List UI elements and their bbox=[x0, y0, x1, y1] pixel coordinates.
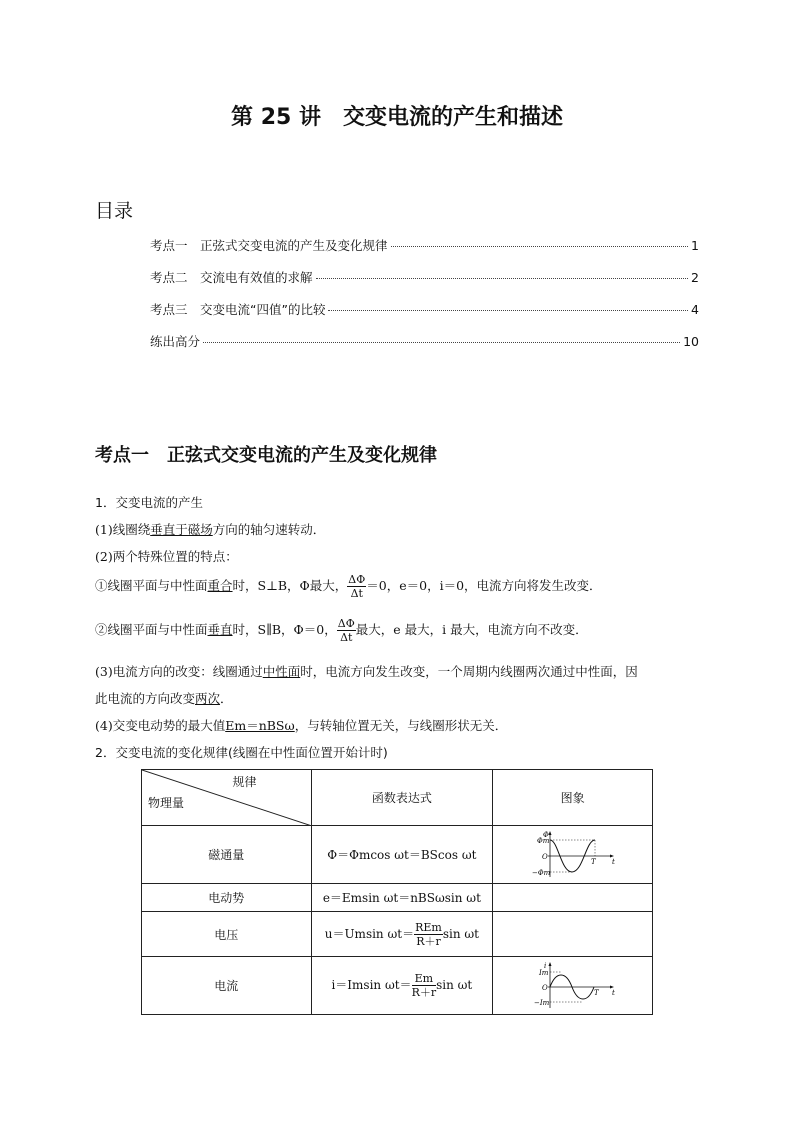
row-name: 电流 bbox=[142, 957, 312, 1015]
svg-text:O: O bbox=[541, 852, 548, 861]
toc-item-page: 10 bbox=[683, 334, 699, 349]
toc-item-page: 2 bbox=[691, 270, 699, 285]
toc-item-page: 1 bbox=[691, 238, 699, 253]
svg-text:Φ: Φ bbox=[542, 830, 549, 839]
svg-text:Im: Im bbox=[538, 968, 548, 977]
page-title: 第 25 讲 交变电流的产生和描述 bbox=[231, 105, 563, 130]
header-graph: 图象 bbox=[493, 770, 653, 826]
section-heading: 考点一 正弦式交变电流的产生及变化规律 bbox=[95, 445, 437, 466]
paragraph: ②线圈平面与中性面垂直时，S∥B，Φ＝0， $\frac{\Delta\Phi}{\Delta t}$ 最大，e 最大，i 最大，电流方向不改变． bbox=[95, 617, 588, 644]
toc-item-page: 4 bbox=[691, 302, 699, 317]
subheading: 1．交变电流的产生 bbox=[95, 495, 203, 510]
empty-cell bbox=[493, 912, 653, 957]
toc-heading: 目录 bbox=[95, 200, 134, 222]
svg-text:O: O bbox=[541, 983, 548, 992]
paragraph: (3)电流方向的改变：线圈通过中性面时，电流方向发生改变，一个周期内线圈两次通过中性面，因 bbox=[95, 664, 638, 679]
fraction: $\frac{Em}{R+r}$ bbox=[411, 972, 437, 999]
table-row bbox=[142, 884, 653, 912]
svg-text:−Φm: −Φm bbox=[531, 868, 550, 877]
paragraph: ①线圈平面与中性面重合时，S⊥B，Φ最大， $\frac{\Delta\Phi}{\Delta t}$ ＝0，e＝0，i＝0，电流方向将发生改变． bbox=[95, 573, 602, 600]
graph-cell bbox=[493, 957, 653, 1015]
empty-cell bbox=[493, 884, 653, 912]
toc-item-label: 考点二 交流电有效值的求解 bbox=[150, 270, 313, 285]
toc-leader bbox=[316, 278, 689, 279]
row-name: 电动势 bbox=[142, 884, 312, 912]
toc-leader bbox=[328, 310, 688, 311]
row-name: 电压 bbox=[142, 912, 312, 957]
svg-text:t: t bbox=[611, 988, 615, 997]
paragraph: (4)交变电动势的最大值Em＝nBSω，与转轴位置无关，与线圈形状无关． bbox=[95, 718, 508, 733]
svg-text:T: T bbox=[593, 988, 599, 997]
subheading: 2．交变电流的变化规律(线圈在中性面位置开始计时) bbox=[95, 745, 388, 760]
table-row bbox=[142, 912, 653, 957]
svg-text:−Im: −Im bbox=[533, 998, 549, 1007]
fraction: $\frac{\text{REm}}{R+r}$ bbox=[415, 920, 442, 948]
law-table bbox=[141, 769, 653, 1015]
toc-item-label: 练出高分 bbox=[150, 334, 201, 349]
svg-text:T: T bbox=[590, 857, 596, 866]
paragraph: 此电流的方向改变两次． bbox=[95, 691, 233, 706]
toc-leader bbox=[391, 246, 689, 247]
svg-text:Φm: Φm bbox=[536, 836, 549, 845]
svg-text:i: i bbox=[543, 961, 546, 970]
fraction: $\frac{\Delta\Phi}{\Delta t}$ bbox=[348, 573, 366, 600]
header-expr: 函数表达式 bbox=[311, 770, 493, 826]
current-graph bbox=[528, 960, 618, 1012]
toc-item-label: 考点一 正弦式交变电流的产生及变化规律 bbox=[150, 238, 388, 253]
header-bottom-label: 物理量 bbox=[148, 796, 185, 810]
graph-cell bbox=[493, 826, 653, 884]
diagonal-header-cell bbox=[142, 770, 312, 826]
row-name: 磁通量 bbox=[142, 826, 312, 884]
table-header-row bbox=[142, 770, 653, 826]
toc-item[interactable] bbox=[150, 236, 699, 254]
row-expr: e＝Emsin ωt＝nBSωsin ωt bbox=[311, 884, 493, 912]
svg-text:t: t bbox=[611, 857, 615, 866]
table-row bbox=[142, 957, 653, 1015]
toc-leader bbox=[203, 342, 680, 343]
fraction: $\frac{\Delta\Phi}{\Delta t}$ bbox=[337, 617, 355, 644]
toc-item[interactable] bbox=[150, 300, 699, 318]
paragraph: (1)线圈绕垂直于磁场方向的轴匀速转动． bbox=[95, 522, 326, 537]
flux-graph bbox=[528, 829, 618, 881]
toc-item[interactable] bbox=[150, 332, 699, 350]
toc-item-label: 考点三 交变电流“四值”的比较 bbox=[150, 302, 326, 317]
row-expr: u＝Umsin ωt＝ $\frac{\text{REm}}{R+r}$ sin ωt bbox=[311, 912, 493, 957]
toc-item[interactable] bbox=[150, 268, 699, 286]
table-row bbox=[142, 826, 653, 884]
header-top-label: 规律 bbox=[232, 775, 257, 789]
paragraph: (2)两个特殊位置的特点： bbox=[95, 549, 238, 564]
row-expr: i＝Imsin ωt＝ $\frac{Em}{R+r}$ sin ωt bbox=[311, 957, 493, 1015]
row-expr: Φ＝Φmcos ωt＝BScos ωt bbox=[311, 826, 493, 884]
